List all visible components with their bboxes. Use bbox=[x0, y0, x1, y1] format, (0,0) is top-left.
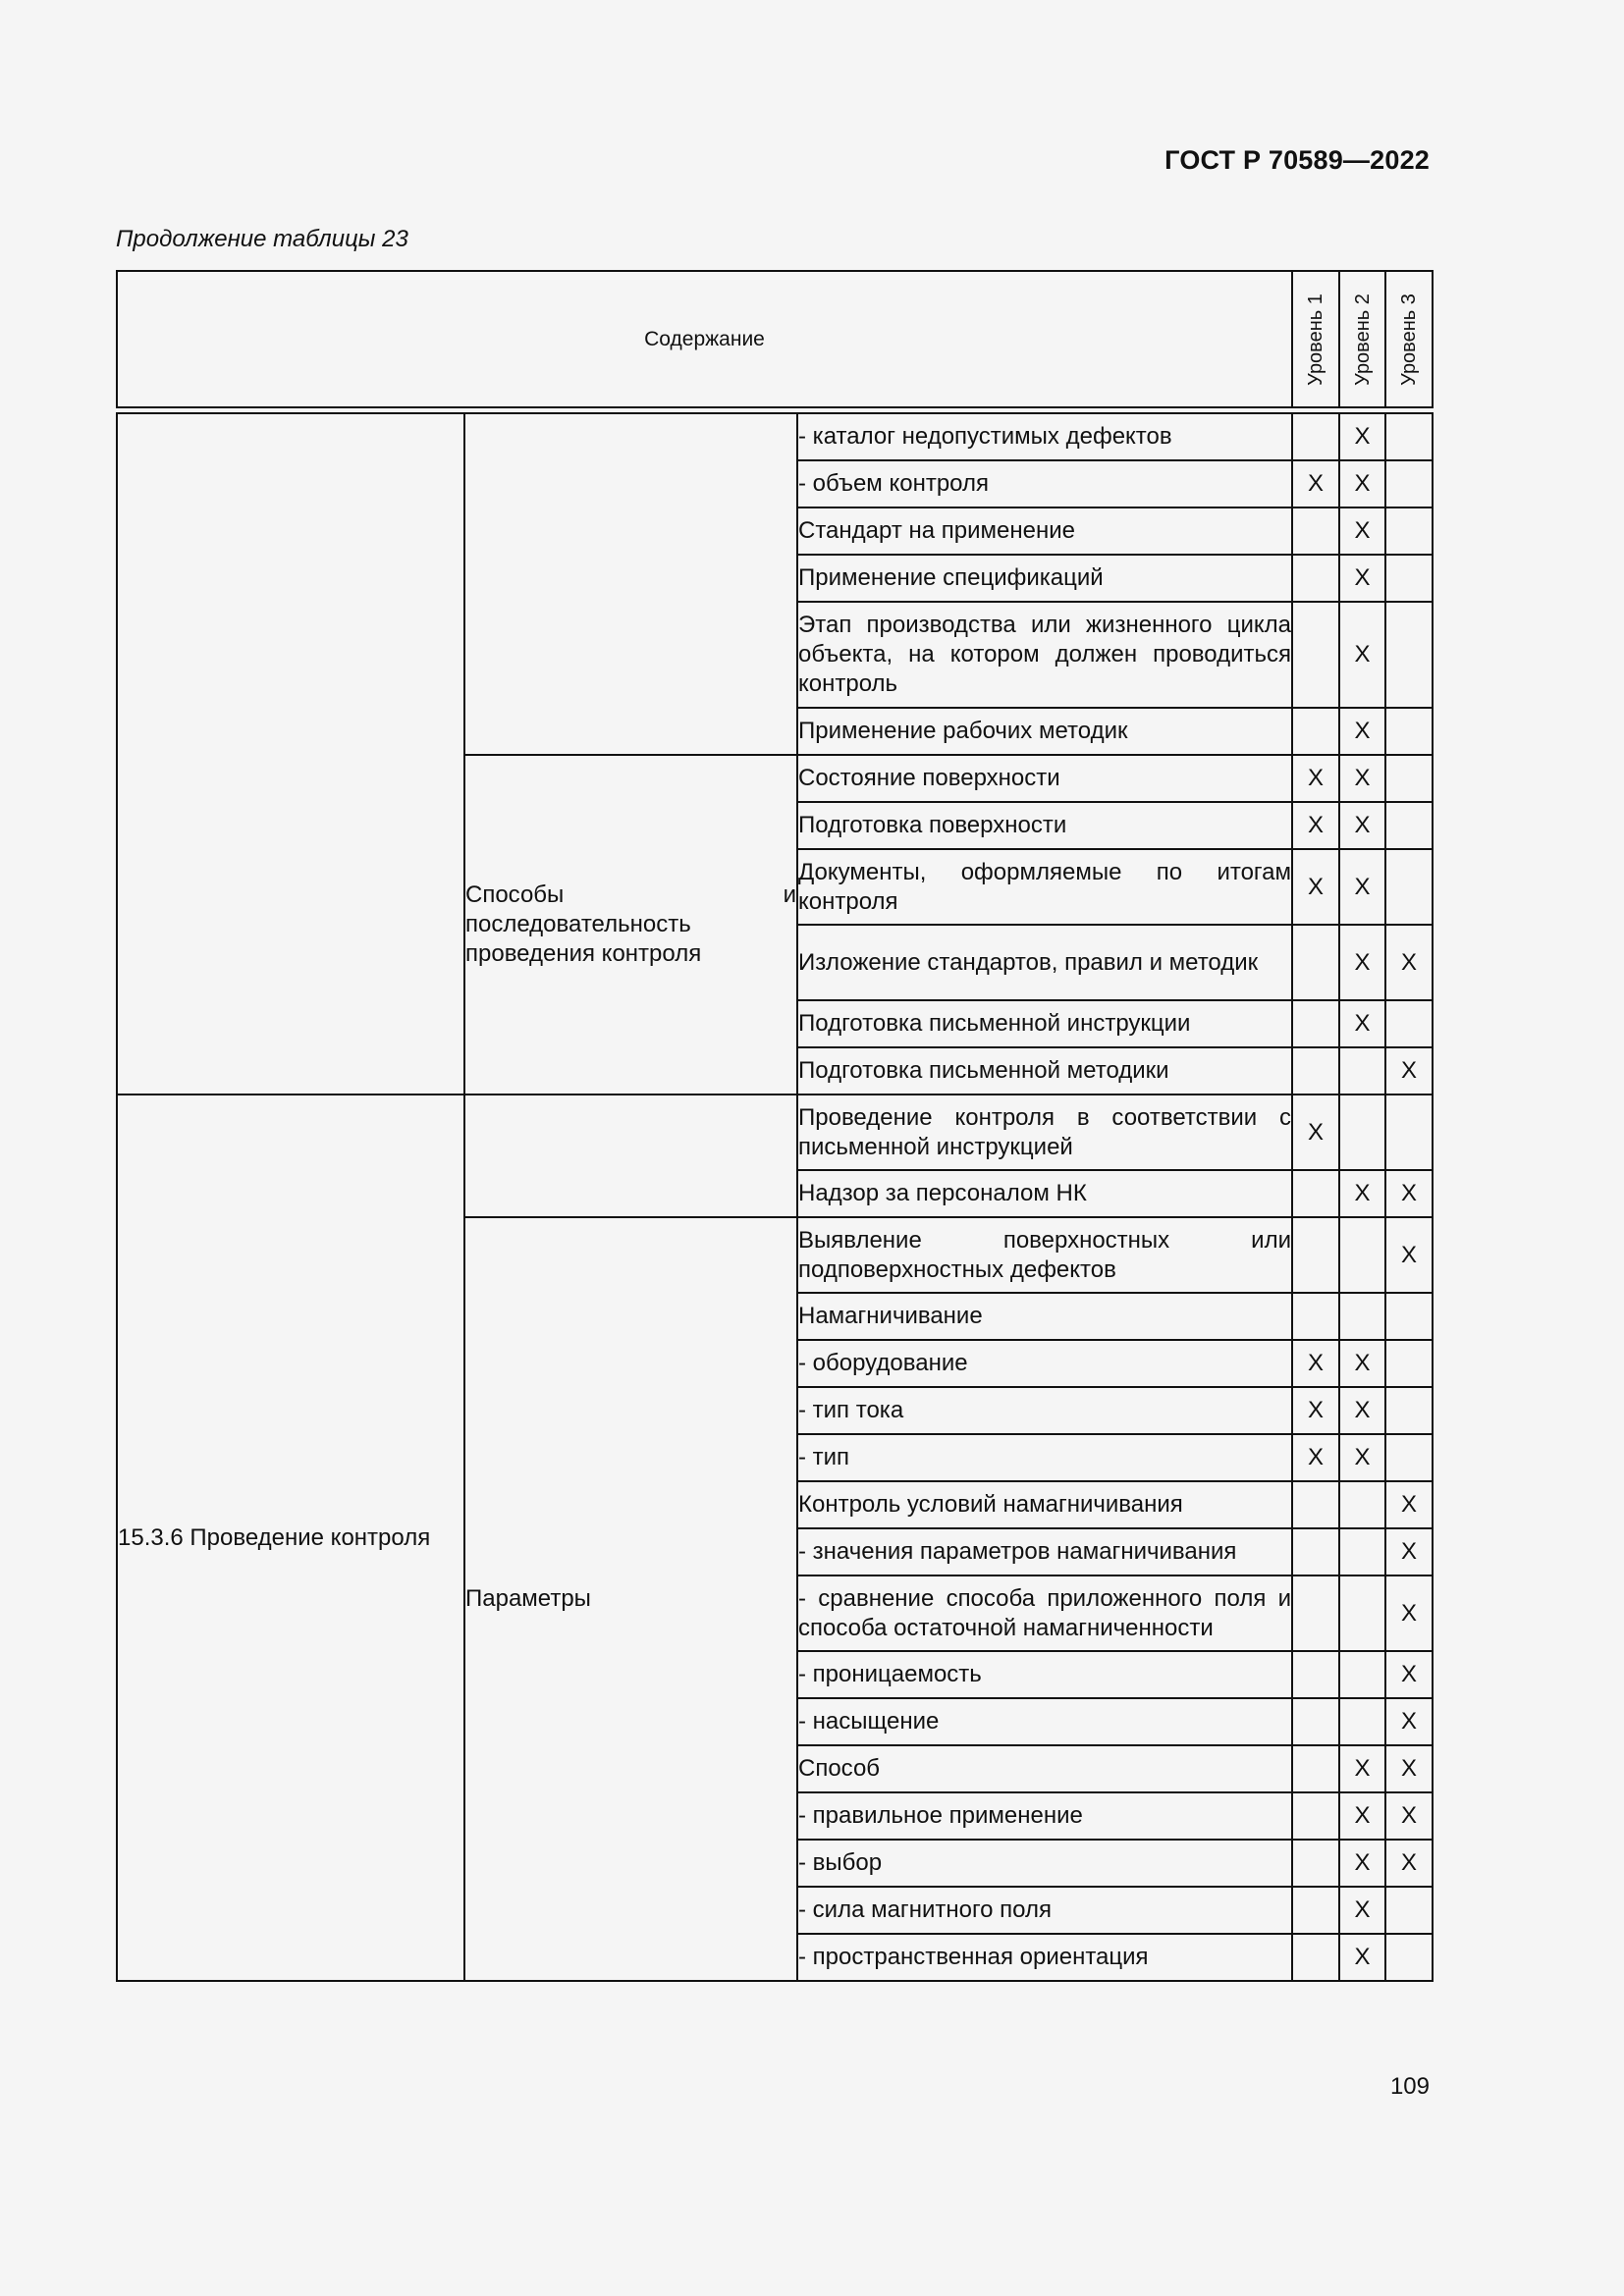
mark-level-1: X bbox=[1292, 1387, 1339, 1434]
item-text: - насыщение bbox=[797, 1698, 1292, 1745]
mark-level-1 bbox=[1292, 602, 1339, 708]
mark-level-1 bbox=[1292, 1217, 1339, 1293]
mark-level-2: X bbox=[1339, 1792, 1385, 1840]
mark-level-3 bbox=[1385, 507, 1433, 555]
item-text: Применение спецификаций bbox=[797, 555, 1292, 602]
content-table bbox=[116, 270, 1434, 1982]
item-text: - каталог недопустимых дефектов bbox=[797, 413, 1292, 460]
item-text: Этап производства или жизненного цикла объекта, на котором должен проводиться контроль bbox=[797, 602, 1292, 708]
mark-level-1: X bbox=[1292, 1434, 1339, 1481]
mark-level-1: X bbox=[1292, 849, 1339, 925]
item-text: - сравнение способа приложенного поля и способа остаточной намагниченности bbox=[797, 1575, 1292, 1651]
item-text: Способ bbox=[797, 1745, 1292, 1792]
mark-level-1 bbox=[1292, 1745, 1339, 1792]
mark-level-1 bbox=[1292, 1887, 1339, 1934]
mark-level-3: X bbox=[1385, 1170, 1433, 1217]
mark-level-2: X bbox=[1339, 708, 1385, 755]
mark-level-2: X bbox=[1339, 1887, 1385, 1934]
topic-cell bbox=[117, 413, 464, 1095]
mark-level-3: X bbox=[1385, 1217, 1433, 1293]
mark-level-3: X bbox=[1385, 1651, 1433, 1698]
mark-level-1: X bbox=[1292, 802, 1339, 849]
item-text: Подготовка поверхности bbox=[797, 802, 1292, 849]
mark-level-3 bbox=[1385, 1887, 1433, 1934]
item-text: - правильное применение bbox=[797, 1792, 1292, 1840]
item-text: - оборудование bbox=[797, 1340, 1292, 1387]
mark-level-3: X bbox=[1385, 1047, 1433, 1095]
mark-level-2: X bbox=[1339, 1434, 1385, 1481]
mark-level-3: X bbox=[1385, 1745, 1433, 1792]
mark-level-3 bbox=[1385, 1293, 1433, 1340]
mark-level-3: X bbox=[1385, 1481, 1433, 1528]
mark-level-3 bbox=[1385, 1095, 1433, 1170]
mark-level-3 bbox=[1385, 708, 1433, 755]
mark-level-3 bbox=[1385, 1434, 1433, 1481]
mark-level-3: X bbox=[1385, 1698, 1433, 1745]
mark-level-1 bbox=[1292, 1170, 1339, 1217]
mark-level-2 bbox=[1339, 1575, 1385, 1651]
mark-level-1 bbox=[1292, 1047, 1339, 1095]
mark-level-3 bbox=[1385, 460, 1433, 507]
mark-level-3: X bbox=[1385, 1575, 1433, 1651]
mark-level-3: X bbox=[1385, 1840, 1433, 1887]
mark-level-2: X bbox=[1339, 1170, 1385, 1217]
mark-level-3 bbox=[1385, 849, 1433, 925]
table-caption: Продолжение таблицы 23 bbox=[116, 226, 408, 252]
item-text: Подготовка письменной методики bbox=[797, 1047, 1292, 1095]
mark-level-2: X bbox=[1339, 460, 1385, 507]
mark-level-3 bbox=[1385, 555, 1433, 602]
item-text: - выбор bbox=[797, 1840, 1292, 1887]
mark-level-3: X bbox=[1385, 1792, 1433, 1840]
item-text: Изложение стандартов, правил и методик bbox=[797, 925, 1292, 1000]
mark-level-2: X bbox=[1339, 555, 1385, 602]
mark-level-2 bbox=[1339, 1651, 1385, 1698]
mark-level-2: X bbox=[1339, 507, 1385, 555]
mark-level-1 bbox=[1292, 1293, 1339, 1340]
mark-level-1 bbox=[1292, 555, 1339, 602]
item-text: - тип bbox=[797, 1434, 1292, 1481]
table-row bbox=[117, 1095, 1433, 1170]
mark-level-1 bbox=[1292, 413, 1339, 460]
topic-cell: 15.3.6 Проведение контроля bbox=[117, 1095, 464, 1981]
item-text: Намагничивание bbox=[797, 1293, 1292, 1340]
item-text: Проведение контроля в соответствии с письменной инструкцией bbox=[797, 1095, 1292, 1170]
mark-level-3 bbox=[1385, 755, 1433, 802]
mark-level-2: X bbox=[1339, 802, 1385, 849]
mark-level-1 bbox=[1292, 1481, 1339, 1528]
mark-level-2: X bbox=[1339, 1745, 1385, 1792]
mark-level-3 bbox=[1385, 802, 1433, 849]
item-text: - сила магнитного поля bbox=[797, 1887, 1292, 1934]
mark-level-2 bbox=[1339, 1293, 1385, 1340]
mark-level-1 bbox=[1292, 708, 1339, 755]
mark-level-1 bbox=[1292, 1651, 1339, 1698]
mark-level-1 bbox=[1292, 1000, 1339, 1047]
mark-level-2 bbox=[1339, 1698, 1385, 1745]
mark-level-1 bbox=[1292, 1575, 1339, 1651]
item-text: Стандарт на применение bbox=[797, 507, 1292, 555]
subtopic-cell: Способы и последовательность проведения контроля bbox=[464, 755, 797, 1095]
mark-level-3 bbox=[1385, 1000, 1433, 1047]
mark-level-3 bbox=[1385, 1387, 1433, 1434]
subtopic-cell bbox=[464, 1095, 797, 1217]
mark-level-3: X bbox=[1385, 1528, 1433, 1575]
mark-level-1 bbox=[1292, 1934, 1339, 1981]
item-text: Подготовка письменной инструкции bbox=[797, 1000, 1292, 1047]
mark-level-2 bbox=[1339, 1217, 1385, 1293]
mark-level-3 bbox=[1385, 1934, 1433, 1981]
mark-level-2: X bbox=[1339, 602, 1385, 708]
mark-level-1 bbox=[1292, 1528, 1339, 1575]
document-id: ГОСТ Р 70589—2022 bbox=[1164, 145, 1430, 175]
mark-level-2 bbox=[1339, 1528, 1385, 1575]
item-text: Документы, оформляемые по итогам контроля bbox=[797, 849, 1292, 925]
mark-level-3 bbox=[1385, 1340, 1433, 1387]
item-text: Контроль условий намагничивания bbox=[797, 1481, 1292, 1528]
mark-level-3: X bbox=[1385, 925, 1433, 1000]
mark-level-3 bbox=[1385, 602, 1433, 708]
item-text: - проницаемость bbox=[797, 1651, 1292, 1698]
page-number: 109 bbox=[1389, 2073, 1430, 2100]
mark-level-2: X bbox=[1339, 1934, 1385, 1981]
item-text: Применение рабочих методик bbox=[797, 708, 1292, 755]
subtopic-cell bbox=[464, 413, 797, 755]
mark-level-2 bbox=[1339, 1095, 1385, 1170]
header-level-2: Уровень 2 bbox=[1339, 271, 1385, 407]
item-text: Состояние поверхности bbox=[797, 755, 1292, 802]
mark-level-1 bbox=[1292, 925, 1339, 1000]
mark-level-1: X bbox=[1292, 1340, 1339, 1387]
item-text: Выявление поверхностных или подповерхностных дефектов bbox=[797, 1217, 1292, 1293]
header-level-1: Уровень 1 bbox=[1292, 271, 1339, 407]
item-text: Надзор за персоналом НК bbox=[797, 1170, 1292, 1217]
header-level-3: Уровень 3 bbox=[1385, 271, 1433, 407]
mark-level-2: X bbox=[1339, 755, 1385, 802]
mark-level-2: X bbox=[1339, 1387, 1385, 1434]
mark-level-2 bbox=[1339, 1047, 1385, 1095]
header-content: Содержание bbox=[117, 271, 1292, 407]
mark-level-2: X bbox=[1339, 849, 1385, 925]
mark-level-3 bbox=[1385, 413, 1433, 460]
mark-level-2: X bbox=[1339, 1340, 1385, 1387]
mark-level-1: X bbox=[1292, 755, 1339, 802]
mark-level-2: X bbox=[1339, 1840, 1385, 1887]
mark-level-1 bbox=[1292, 1840, 1339, 1887]
item-text: - пространственная ориентация bbox=[797, 1934, 1292, 1981]
mark-level-1: X bbox=[1292, 460, 1339, 507]
mark-level-2: X bbox=[1339, 413, 1385, 460]
mark-level-1 bbox=[1292, 1792, 1339, 1840]
mark-level-1: X bbox=[1292, 1095, 1339, 1170]
mark-level-2: X bbox=[1339, 1000, 1385, 1047]
table-row bbox=[117, 413, 1433, 460]
mark-level-1 bbox=[1292, 507, 1339, 555]
mark-level-2: X bbox=[1339, 925, 1385, 1000]
item-text: - объем контроля bbox=[797, 460, 1292, 507]
item-text: - тип тока bbox=[797, 1387, 1292, 1434]
item-text: - значения параметров намагничивания bbox=[797, 1528, 1292, 1575]
mark-level-1 bbox=[1292, 1698, 1339, 1745]
subtopic-cell: Параметры bbox=[464, 1217, 797, 1981]
mark-level-2 bbox=[1339, 1481, 1385, 1528]
